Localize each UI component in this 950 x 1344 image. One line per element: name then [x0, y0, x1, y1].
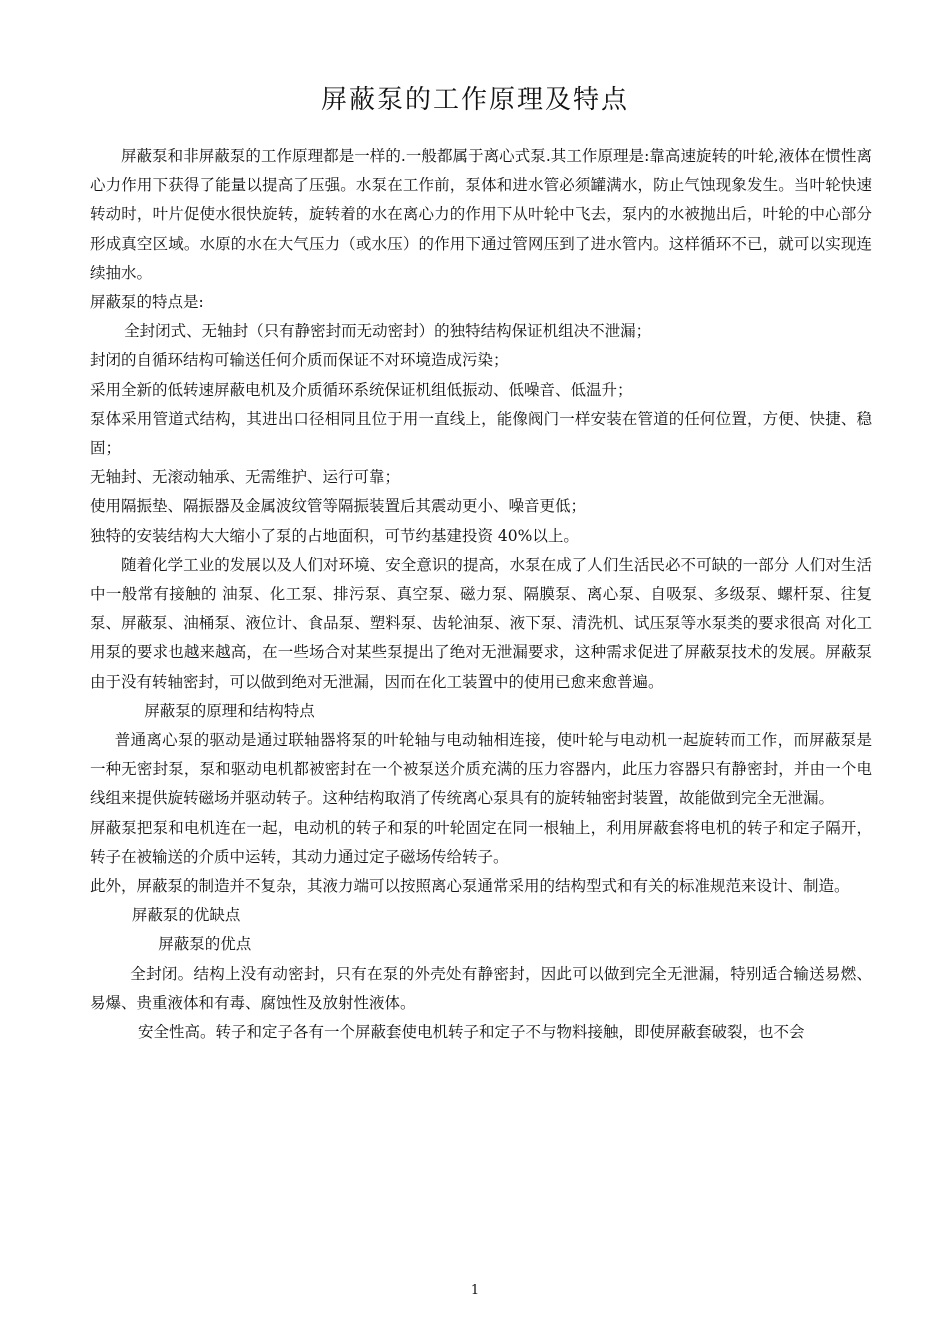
section-heading-principle-structure: 屏蔽泵的原理和结构特点: [144, 701, 315, 720]
paragraph-high-safety: 安全性高。转子和定子各有一个屏蔽套使电机转子和定子不与物料接触，即使屏蔽套破裂，也不会: [138, 1023, 805, 1042]
document-body: [90, 142, 872, 1047]
feature-item: 采用全新的低转速屏蔽电机及介质循环系统保证机组低振动、低噪音、低温升；: [90, 380, 633, 399]
feature-item: 封闭的自循环结构可输送任何介质而保证不对环境造成污染；: [90, 351, 509, 370]
paragraph-development: 随着化学工业的发展以及人们对环境、安全意识的提高，水泵在成了人们生活民必不可缺的一部分 人们对生活中一般常有接触的 油泵、化工泵、排污泵、真空泵、磁力泵、隔膜泵、离心泵、自吸泵、多级泵、螺杆泵、往复泵、屏蔽泵、油桶泵、液位计、食品泵、塑料泵、齿轮油泵、液下泵、清洗机、试压泵等水泵类的要求很高 对化工用泵的要求也越来越高，在一些场合对某些泵提出了绝对无泄漏要求，这种需求促进了屏蔽泵技术的发展。屏蔽泵由于没有转轴密封，可以做到绝对无泄漏，因而在化工装置中的使用已愈来愈普遍。: [90, 555, 872, 691]
feature-item: 泵体采用管道式结构，其进出口径相同且位于用一直线上，能像阀门一样安装在管道的任何位置，方便、快捷、稳固；: [90, 409, 872, 458]
paragraph-drive: 普通离心泵的驱动是通过联轴器将泵的叶轮轴与电动轴相连接，使叶轮与电动机一起旋转而工作，而屏蔽泵是一种无密封泵，泵和驱动电机都被密封在一个被泵送介质充满的压力容器内，此压力容器只有静密封，并由一个电线组来提供旋转磁场并驱动转子。这种结构取消了传统离心泵具有的旋转轴密封装置，故能做到完全无泄漏。: [90, 731, 872, 808]
document-title: 屏蔽泵的工作原理及特点: [320, 85, 629, 115]
paragraph-manufacturing: 此外，屏蔽泵的制造并不复杂，其液力端可以按照离心泵通常采用的结构型式和有关的标准规范来设计、制造。: [90, 877, 850, 896]
paragraph-working-principle: 屏蔽泵和非屏蔽泵的工作原理都是一样的.一般都属于离心式泵.其工作原理是:靠高速旋转的叶轮,液体在惯性离心力作用下获得了能量以提高了压强。水泵在工作前，泵体和进水管必须罐满水，防止气蚀现象发生。当叶轮快速转动时，叶片促使水很快旋转，旋转着的水在离心力的作用下从叶轮中飞去，泵内的水被抛出后，叶轮的中心部分形成真空区域。水原的水在大气压力（或水压）的作用下通过管网压到了进水管内。这样循环不已，就可以实现连续抽水。: [90, 147, 872, 282]
paragraph-fully-sealed: 全封闭。结构上没有动密封，只有在泵的外壳处有静密封，因此可以做到完全无泄漏，特别适合输送易燃、易爆、贵重液体和有毒、腐蚀性及放射性液体。: [90, 964, 872, 1012]
feature-item: 独特的安装结构大大缩小了泵的占地面积，可节约基建投资 40%以上。: [90, 526, 579, 545]
page-number: 1: [470, 1283, 480, 1298]
feature-item: 无轴封、无滚动轴承、无需维护、运行可靠；: [90, 468, 401, 487]
feature-item: 使用隔振垫、隔振器及金属波纹管等隔振装置后其震动更小、噪音更低；: [90, 497, 587, 516]
paragraph-features-heading: 屏蔽泵的特点是:: [90, 293, 204, 312]
subsection-heading-advantages: 屏蔽泵的优点: [158, 935, 252, 954]
feature-item: 全封闭式、无轴封（只有静密封而无动密封）的独特结构保证机组决不泄漏；: [124, 322, 652, 341]
section-heading-pros-cons: 屏蔽泵的优缺点: [131, 906, 241, 925]
paragraph-motor-connection: 屏蔽泵把泵和电机连在一起，电动机的转子和泵的叶轮固定在同一根轴上，利用屏蔽套将电机的转子和定子隔开，转子在被输送的介质中运转，其动力通过定子磁场传给转子。: [90, 818, 872, 866]
